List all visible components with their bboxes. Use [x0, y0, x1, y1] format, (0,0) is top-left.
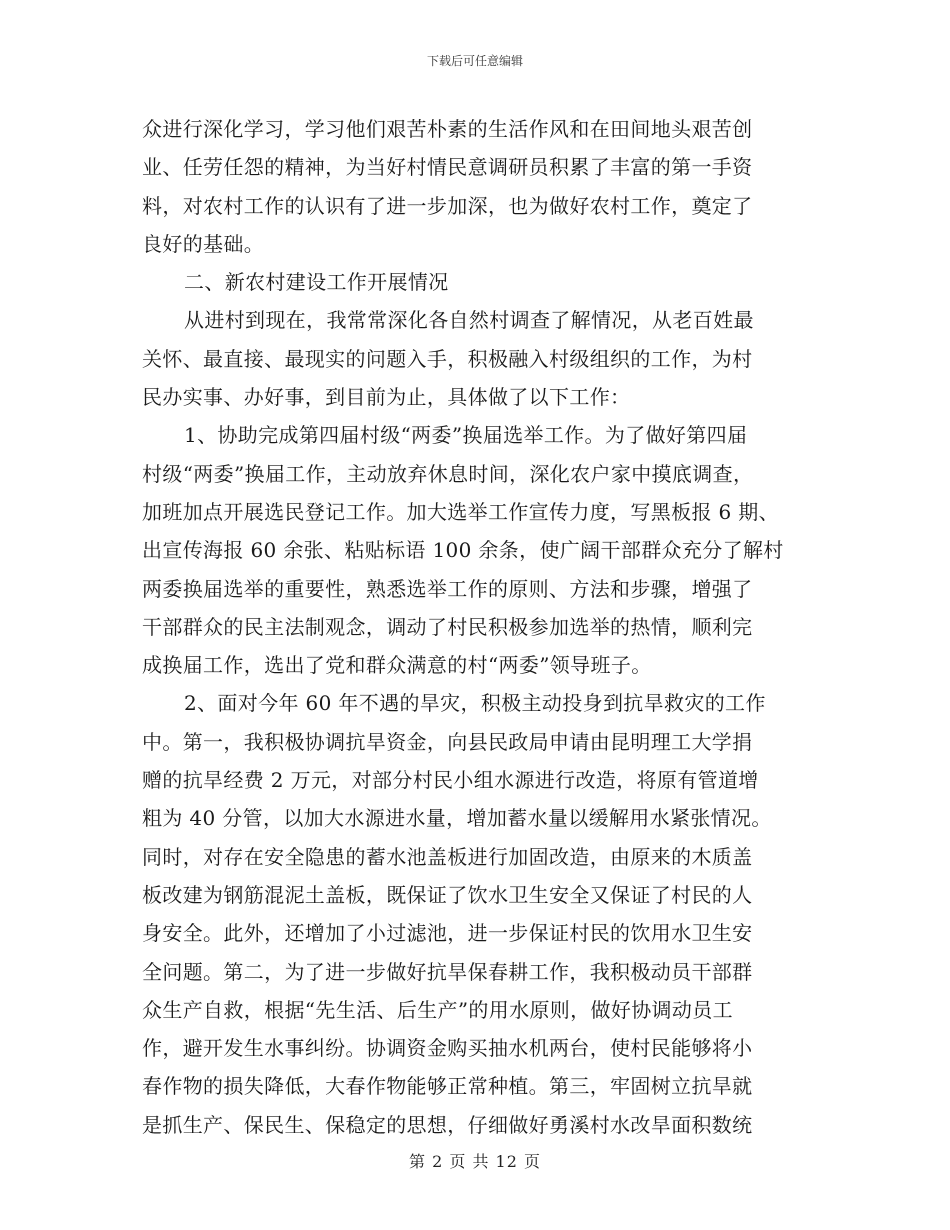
body-line: 1、协助完成第四届村级“两委”换届选举工作。为了做好第四届	[184, 423, 748, 448]
document-body	[142, 110, 808, 1144]
body-line: 业、任劳任怨的精神，为当好村情民意调研员积累了丰富的第一手资	[142, 155, 753, 180]
page-header: 下载后可任意编辑	[426, 54, 523, 68]
body-line: 良好的基础。	[142, 231, 265, 256]
body-line: 民办实事、办好事，到目前为止，具体做了以下工作：	[142, 385, 631, 410]
section-heading: 二、新农村建设工作开展情况	[184, 270, 449, 295]
body-line: 粗为 40 分管，以加大水源进水量，增加蓄水量以缓解用水紧张情况。	[142, 806, 772, 831]
body-line: 2、面对今年 60 年不遇的旱灾，积极主动投身到抗旱救灾的工作	[184, 691, 766, 716]
body-line: 全问题。第二，为了进一步做好抗旱保春耕工作，我积极动员干部群	[142, 959, 753, 984]
body-line: 村级“两委”换届工作，主动放弃休息时间，深化农户家中摸底调查，	[142, 461, 754, 486]
body-line: 出宣传海报 60 余张、粘贴标语 100 余条，使广阔干部群众充分了解村	[142, 538, 784, 563]
body-line: 两委换届选举的重要性，熟悉选举工作的原则、方法和步骤，增强了	[142, 576, 753, 601]
body-line: 同时，对存在安全隐患的蓄水池盖板进行加固改造，由原来的木质盖	[142, 844, 753, 869]
body-line: 作，避开发生水事纠纷。协调资金购买抽水机两台，使村民能够将小	[142, 1036, 753, 1061]
body-line: 是抓生产、保民生、保稳定的思想，仔细做好勇溪村水改旱面积数统	[142, 1112, 753, 1137]
body-line: 赠的抗旱经费 2 万元，对部分村民小组水源进行改造，将原有管道增	[142, 768, 759, 793]
body-line: 干部群众的民主法制观念，调动了村民积极参加选举的热情，顺利完	[142, 614, 753, 639]
body-line: 料，对农村工作的认识有了进一步加深，也为做好农村工作，奠定了	[142, 193, 753, 218]
body-line: 众生产自救，根据“先生活、后生产”的用水原则，做好协调动员工	[142, 997, 733, 1022]
body-line: 成换届工作，选出了党和群众满意的村“两委”领导班子。	[142, 653, 652, 678]
body-line: 身安全。此外，还增加了小过滤池，进一步保证村民的饮用水卫生安	[142, 921, 753, 946]
body-line: 春作物的损失降低，大春作物能够正常种植。第三，牢固树立抗旱就	[142, 1074, 753, 1099]
body-line: 众进行深化学习，学习他们艰苦朴素的生活作风和在田间地头艰苦创	[142, 117, 753, 141]
body-line: 加班加点开展选民登记工作。加大选举工作宣传力度，写黑板报 6 期、	[142, 499, 779, 524]
body-line: 从进村到现在，我常常深化各自然村调查了解情况，从老百姓最	[184, 308, 754, 333]
body-line: 板改建为钢筋混泥土盖板，既保证了饮水卫生安全又保证了村民的人	[142, 882, 753, 907]
page-footer: 第 2 页 共 12 页	[409, 1152, 541, 1171]
body-line: 中。第一，我积极协调抗旱资金，向县民政局申请由昆明理工大学捐	[142, 729, 753, 754]
body-line: 关怀、最直接、最现实的问题入手，积极融入村级组织的工作，为村	[142, 346, 753, 371]
